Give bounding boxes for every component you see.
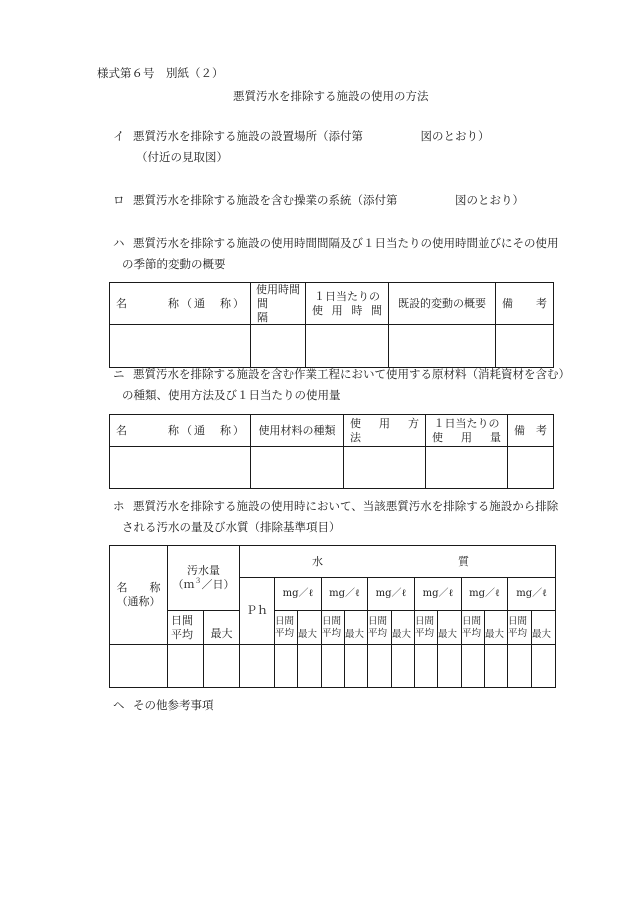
col-daily-hours-line1: １日当たりの bbox=[314, 289, 380, 303]
section-he-marker: ヘ bbox=[113, 698, 125, 712]
col-daily-hours-line2: 使用時間 bbox=[312, 303, 382, 317]
table-materials bbox=[109, 414, 554, 489]
section-he-text: その他参考事項 bbox=[133, 698, 214, 712]
col-maximum: 最大 bbox=[204, 611, 240, 645]
col-method: 使 用 方 法 bbox=[344, 415, 426, 447]
cell-empty[interactable] bbox=[532, 645, 556, 688]
col-daily-amount bbox=[426, 415, 508, 447]
section-ha-line1: 悪質汚水を排除する施設の使用時間間隔及び１日当たりの使用時間並びにその使用 bbox=[133, 236, 559, 250]
section-ho-line2: される汚水の量及び水質（排除基準項目） bbox=[122, 520, 341, 534]
col-seasonal: 既設的変動の概要 bbox=[389, 283, 496, 325]
col-remarks: 備 考 bbox=[496, 283, 554, 325]
section-ho-marker: ホ bbox=[113, 499, 125, 513]
section-i-sub: （付近の見取図） bbox=[136, 150, 228, 164]
col-interval-line2: 間 隔 bbox=[257, 296, 290, 324]
col-daily-average bbox=[168, 611, 204, 645]
col-unit-4: mg／ℓ bbox=[415, 578, 462, 611]
col-interval-line1: 使用時間 bbox=[256, 283, 300, 296]
col-name: 名 称（通 称） bbox=[110, 283, 251, 325]
cell-empty[interactable] bbox=[110, 325, 251, 368]
cell-empty[interactable] bbox=[508, 447, 554, 489]
cell-empty[interactable] bbox=[322, 645, 345, 688]
cell-empty[interactable] bbox=[415, 645, 438, 688]
section-ni-marker: ニ bbox=[113, 367, 125, 381]
sub-max-5: 最大 bbox=[485, 611, 508, 645]
col-volume bbox=[168, 546, 240, 611]
quality-char-1: 水 bbox=[312, 555, 323, 568]
cell-empty[interactable] bbox=[368, 645, 392, 688]
cell-empty[interactable] bbox=[240, 645, 275, 688]
col-daily-amount-line1: １日当たりの bbox=[433, 417, 500, 430]
cell-empty[interactable] bbox=[485, 645, 508, 688]
col-name: 名 称（通 称） bbox=[110, 415, 251, 447]
col-volume-unit: （ｍ$^3$／日） bbox=[172, 577, 235, 591]
cell-empty[interactable] bbox=[275, 645, 298, 688]
section-i-marker: イ bbox=[113, 129, 125, 143]
cell-empty[interactable] bbox=[110, 645, 168, 688]
sub-avg-1: 日間 平均 bbox=[275, 611, 298, 645]
section-ha-marker: ハ bbox=[113, 236, 125, 250]
cell-empty[interactable] bbox=[392, 645, 415, 688]
cell-empty[interactable] bbox=[438, 645, 462, 688]
sub-max-6: 最大 bbox=[532, 611, 556, 645]
table-row bbox=[110, 447, 554, 489]
cell-empty[interactable] bbox=[496, 325, 554, 368]
sub-avg-2: 日間 平均 bbox=[322, 611, 345, 645]
col-unit-3: mg／ℓ bbox=[368, 578, 415, 611]
section-ho-line1: 悪質汚水を排除する施設の使用時において、当該悪質汚水を排除する施設から排除 bbox=[133, 499, 559, 513]
col-name-line2: （通称） bbox=[116, 595, 161, 608]
cell-empty[interactable] bbox=[204, 645, 240, 688]
table-row bbox=[110, 645, 556, 688]
sub-max-2: 最大 bbox=[345, 611, 368, 645]
table-usage-interval bbox=[109, 282, 554, 368]
cell-empty[interactable] bbox=[306, 325, 389, 368]
quality-char-2: 質 bbox=[458, 555, 469, 568]
form-number: 様式第６号 別紙（２） bbox=[97, 66, 224, 80]
table-water-quality bbox=[109, 545, 556, 688]
section-ha-line2: の季節的変動の概要 bbox=[122, 257, 226, 271]
col-daily-amount-line2: 使 用 量 bbox=[432, 430, 501, 444]
section-ro-marker: ロ bbox=[113, 193, 125, 207]
section-ro-text: 悪質汚水を排除する施設を含む操業の系統（添付第 図のとおり） bbox=[133, 193, 524, 207]
cell-empty[interactable] bbox=[345, 645, 368, 688]
cell-empty[interactable] bbox=[426, 447, 508, 489]
cell-empty[interactable] bbox=[508, 645, 532, 688]
col-name-line1: 名 称 bbox=[116, 581, 161, 595]
col-remarks: 備 考 bbox=[508, 415, 554, 447]
sub-avg-5: 日間 平均 bbox=[462, 611, 485, 645]
cell-empty[interactable] bbox=[389, 325, 496, 368]
table-row bbox=[110, 325, 554, 368]
col-unit-5: mg／ℓ bbox=[462, 578, 508, 611]
col-daily-average-line1: 日間 bbox=[171, 613, 193, 627]
col-interval bbox=[251, 283, 306, 325]
col-unit-1: mg／ℓ bbox=[275, 578, 322, 611]
sub-avg-3: 日間 平均 bbox=[368, 611, 392, 645]
cell-empty[interactable] bbox=[251, 325, 306, 368]
col-ph: Ｐｈ bbox=[240, 578, 275, 645]
cell-empty[interactable] bbox=[110, 447, 251, 489]
sub-max-3: 最大 bbox=[392, 611, 415, 645]
col-unit-2: mg／ℓ bbox=[322, 578, 368, 611]
sub-max-4: 最大 bbox=[438, 611, 462, 645]
col-unit-6: mg／ℓ bbox=[508, 578, 556, 611]
section-ni-line2: の種類、使用方法及び１日当たりの使用量 bbox=[122, 388, 341, 402]
cell-empty[interactable] bbox=[168, 645, 204, 688]
col-volume-label: 汚水量 bbox=[187, 564, 220, 578]
col-name bbox=[110, 546, 168, 645]
cell-empty[interactable] bbox=[344, 447, 426, 489]
document-title: 悪質汚水を排除する施設の使用の方法 bbox=[233, 89, 429, 103]
sub-avg-4: 日間 平均 bbox=[415, 611, 438, 645]
col-material: 使用材料の種類 bbox=[251, 415, 344, 447]
col-daily-hours bbox=[306, 283, 389, 325]
col-water-quality bbox=[240, 546, 556, 578]
cell-empty[interactable] bbox=[462, 645, 485, 688]
cell-empty[interactable] bbox=[251, 447, 344, 489]
sub-avg-6: 日間 平均 bbox=[508, 611, 532, 645]
col-daily-average-line2: 平均 bbox=[171, 627, 193, 641]
section-ni-line1: 悪質汚水を排除する施設を含む作業工程において使用する原材料（消耗資材を含む） bbox=[133, 367, 570, 381]
cell-empty[interactable] bbox=[298, 645, 322, 688]
sub-max-1: 最大 bbox=[298, 611, 322, 645]
section-i-text: 悪質汚水を排除する施設の設置場所（添付第 図のとおり） bbox=[133, 129, 490, 143]
